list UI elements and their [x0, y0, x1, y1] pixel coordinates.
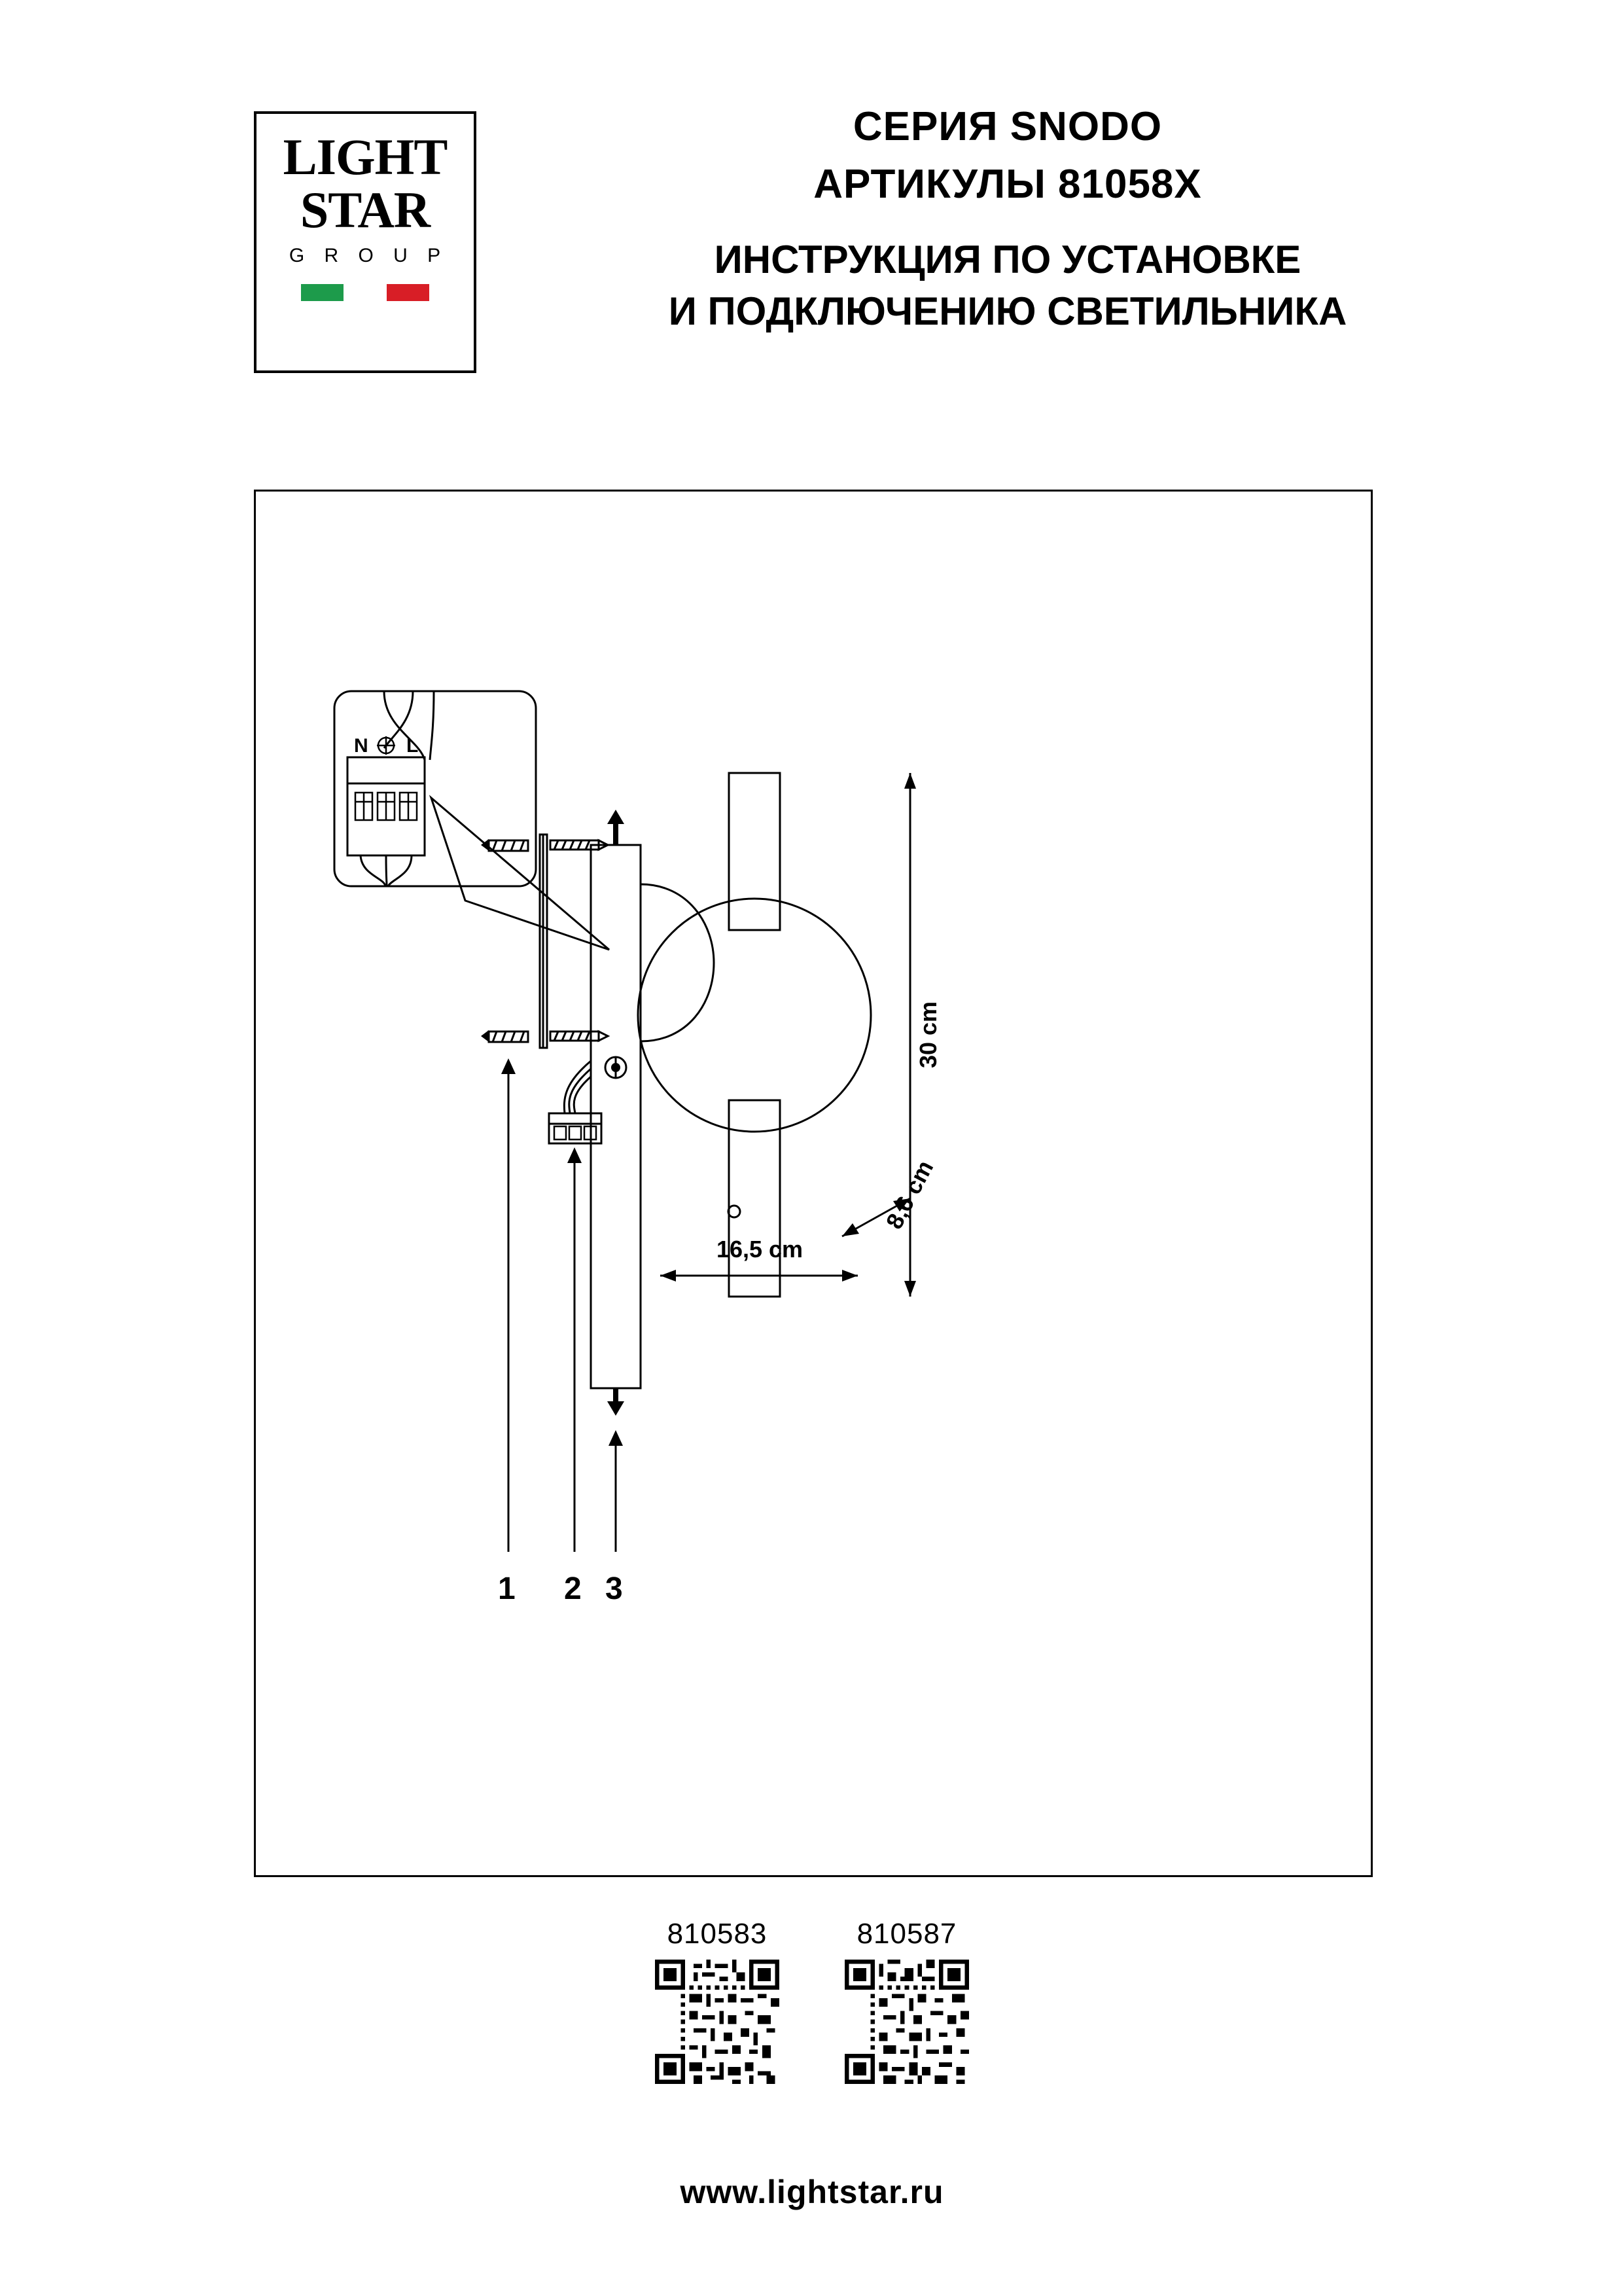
mounting-bracket: [540, 834, 547, 1048]
callout-number-3: 3: [605, 1571, 623, 1606]
brand-logo: [254, 111, 476, 373]
logo-text-light: LIGHT: [283, 128, 448, 185]
qr-code-label: 810587: [856, 1918, 957, 1950]
qr-code-label: 810583: [667, 1918, 768, 1950]
callout-leaders: [501, 1058, 623, 1552]
terminal-label-n: N: [354, 735, 368, 757]
logo-text-group: G R O U P: [289, 245, 448, 267]
arrow-up-top: [607, 810, 624, 845]
instruction-title-line-1: ИНСТРУКЦИЯ ПО УСТАНОВКЕ: [714, 238, 1301, 281]
document-header: [576, 101, 1439, 335]
dimension-width: [660, 1270, 858, 1282]
dimension-label-depth: 8,6 cm: [880, 1156, 939, 1234]
website-url[interactable]: www.lightstar.ru: [680, 2174, 944, 2210]
arrow-down-bottom: [607, 1388, 624, 1416]
article-line: АРТИКУЛЫ 81058X: [813, 161, 1202, 207]
installation-diagram-frame: [254, 490, 1373, 1877]
qr-code-item: [655, 1918, 779, 2084]
fixture-wires: [564, 1061, 591, 1113]
instruction-title-line-2: И ПОДКЛЮЧЕНИЮ СВЕТИЛЬНИКА: [668, 289, 1347, 334]
qr-code-810587[interactable]: [845, 1960, 969, 2084]
series-line: СЕРИЯ SNODO: [853, 104, 1163, 149]
callout-number-2: 2: [564, 1571, 582, 1606]
wall-dowel-top: [481, 839, 528, 851]
wire-connector: [549, 1113, 601, 1143]
qr-code-item: [845, 1918, 969, 2084]
italian-flag-icon: [301, 284, 429, 301]
callout-number-1: 1: [498, 1571, 516, 1606]
dimension-label-width: 16,5 cm: [716, 1236, 803, 1263]
document-footer: [0, 1918, 1624, 2211]
dimension-label-height: 30 cm: [915, 1001, 942, 1069]
terminal-block-detail: [334, 691, 536, 886]
logo-text-star: STAR: [300, 181, 431, 239]
qr-code-row: [0, 1918, 1624, 2084]
qr-code-810583[interactable]: [655, 1960, 779, 2084]
screw-bottom: [550, 1031, 608, 1041]
wall-dowel-bottom: [481, 1030, 528, 1042]
installation-diagram: [256, 492, 1371, 1875]
terminal-label-l: L: [406, 735, 419, 757]
